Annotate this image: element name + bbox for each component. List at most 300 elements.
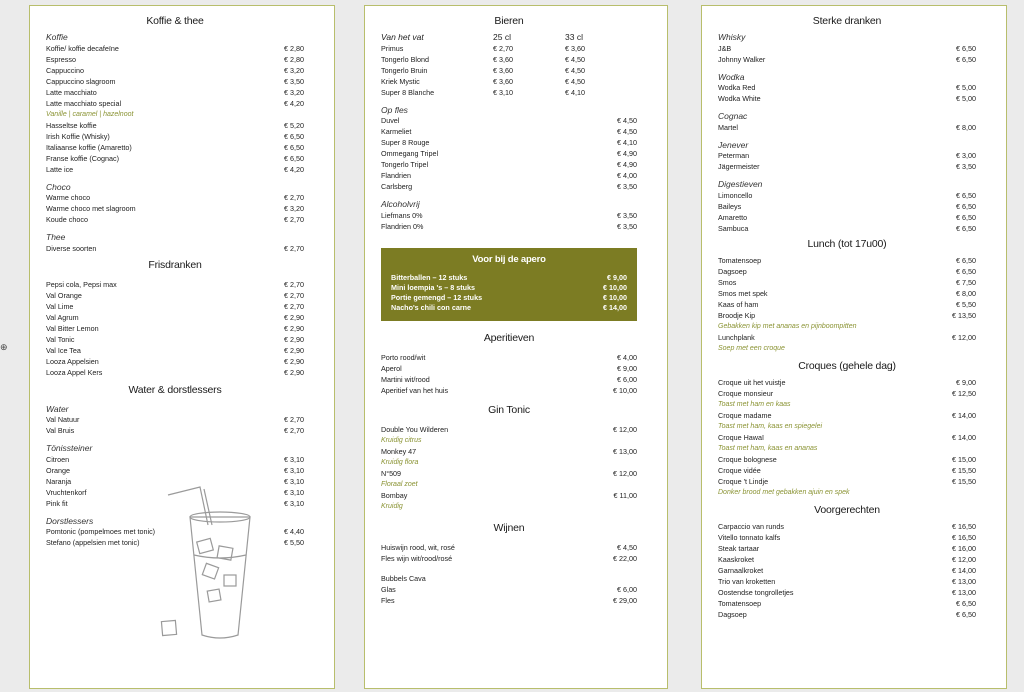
item-price: € 14,00 xyxy=(952,565,976,575)
item-name: Val Agrum xyxy=(46,312,79,322)
menu-item xyxy=(46,345,304,356)
menu-item xyxy=(718,410,976,421)
menu-item xyxy=(46,192,304,203)
item-price: € 13,00 xyxy=(952,587,976,597)
item-price: € 16,50 xyxy=(952,521,976,531)
subsection-label: Alcoholvrij xyxy=(381,199,420,209)
list-noted xyxy=(718,377,976,498)
item-price: € 29,00 xyxy=(613,595,637,605)
item-price: € 14,00 xyxy=(952,410,976,420)
item-name: Irish Koffie (Whisky) xyxy=(46,131,110,141)
item-name: J&B xyxy=(718,43,732,53)
item-price: € 4,50 xyxy=(565,76,585,86)
menu-item xyxy=(718,212,976,223)
menu-item xyxy=(381,54,637,65)
menu-panel-spirits-food xyxy=(701,5,1007,689)
item-name: Carpaccio van runds xyxy=(718,521,784,531)
item-name: Huiswijn rood, wit, rosé xyxy=(381,542,455,552)
menu-item xyxy=(381,374,637,385)
item-name: Hasseltse koffie xyxy=(46,120,97,130)
item-name: Warme choco xyxy=(46,193,91,202)
item-name: Val Bruis xyxy=(46,426,75,435)
section-title: Frisdranken xyxy=(148,258,202,271)
menu-item xyxy=(718,122,976,133)
menu-item xyxy=(381,115,637,126)
subsection-label: Cognac xyxy=(718,111,748,121)
item-price: € 2,90 xyxy=(284,345,304,355)
item-price: € 6,50 xyxy=(956,266,976,276)
item-name: Tongerlo Tripel xyxy=(381,160,429,169)
item-name: Koffie/ koffie decafeïne xyxy=(46,43,119,53)
item-name: Super 8 Blanche xyxy=(381,87,435,97)
item-name: Peterman xyxy=(718,151,750,160)
item-name: Cappuccino slagroom xyxy=(46,76,116,86)
item-name: N°509 xyxy=(381,468,402,478)
item-price: € 16,00 xyxy=(952,543,976,553)
item-name: Broodje Kip xyxy=(718,310,756,320)
section-title: Water & dorstlessers xyxy=(128,383,222,396)
item-name: Kriek Mystic xyxy=(381,76,420,86)
item-price: € 4,00 xyxy=(617,352,637,362)
item-name: Dagsoep xyxy=(718,609,747,619)
item-name: Naranja xyxy=(46,476,72,486)
menu-item xyxy=(718,576,976,587)
menu-item xyxy=(46,131,304,142)
item-price: € 9,00 xyxy=(617,363,637,373)
item-price: € 6,50 xyxy=(956,255,976,265)
item-note: Kruidig citrus xyxy=(381,436,422,444)
item-name: Oostendse tongrolletjes xyxy=(718,587,794,597)
menu-item xyxy=(381,542,637,553)
section-title: Lunch (tot 17u00) xyxy=(807,237,887,250)
menu-item xyxy=(718,150,976,161)
item-price: € 12,50 xyxy=(952,388,976,398)
item-price: € 4,00 xyxy=(617,171,637,180)
list xyxy=(46,279,304,378)
list xyxy=(46,120,304,175)
item-price: € 9,00 xyxy=(956,377,976,387)
menu-item xyxy=(46,414,304,425)
item-note: Gebakken kip met ananas en pijnboompitten xyxy=(718,322,857,330)
item-name: Pepsi cola, Pepsi max xyxy=(46,279,117,289)
menu-item xyxy=(46,43,304,54)
menu-item xyxy=(718,161,976,172)
item-name: Johnny Walker xyxy=(718,54,766,64)
item-name: Sambuca xyxy=(718,223,749,233)
list xyxy=(381,352,637,396)
item-name: Latte macchiato special xyxy=(46,98,122,108)
menu-item xyxy=(718,609,976,620)
item-price: € 4,50 xyxy=(617,116,637,125)
item-price: € 12,00 xyxy=(613,424,637,434)
item-price: € 13,00 xyxy=(613,446,637,456)
item-price: € 6,50 xyxy=(956,190,976,200)
menu-item xyxy=(381,43,637,54)
menu-item xyxy=(46,203,304,214)
menu-item xyxy=(718,598,976,609)
menu-item xyxy=(718,266,976,277)
item-price: € 2,70 xyxy=(493,43,513,53)
item-name: Franse koffie (Cognac) xyxy=(46,153,119,163)
menu-item xyxy=(46,65,304,76)
item-name: Porto rood/wit xyxy=(381,352,426,362)
menu-item xyxy=(718,388,976,399)
item-price: € 7,50 xyxy=(956,277,976,287)
subsection-label: Digestieven xyxy=(718,179,763,189)
item-price: € 5,00 xyxy=(956,94,976,103)
section-title: Voor bij de apero xyxy=(472,253,546,265)
section-title: Gin Tonic xyxy=(488,403,530,416)
menu-item xyxy=(46,367,304,378)
item-name: Val Orange xyxy=(46,290,82,300)
item-name: Monkey 47 xyxy=(381,446,417,456)
section-title: Bieren xyxy=(494,15,524,27)
menu-item xyxy=(718,432,976,443)
menu-item xyxy=(46,323,304,334)
subsection-label: Jenever xyxy=(718,139,749,150)
menu-item xyxy=(381,595,637,606)
item-price: € 3,20 xyxy=(284,87,304,97)
item-name: Aperitief van het huis xyxy=(381,385,449,395)
item-price: € 3,50 xyxy=(617,210,637,220)
item-price: € 2,70 xyxy=(284,193,304,202)
glass-illustration xyxy=(160,485,260,645)
item-name: Val Lime xyxy=(46,301,74,311)
menu-item xyxy=(46,98,304,109)
item-name: Val Bitter Lemon xyxy=(46,323,99,333)
item-name: Looza Appel Kers xyxy=(46,367,103,377)
menu-item xyxy=(718,454,976,465)
item-name: Duvel xyxy=(381,116,400,125)
item-name: Croque bolognese xyxy=(718,454,777,464)
menu-item xyxy=(381,137,637,148)
item-name: Wodka White xyxy=(718,94,761,103)
item-name: Dagsoep xyxy=(718,266,747,276)
item-price: € 4,50 xyxy=(617,542,637,552)
item-name: Fles xyxy=(381,595,395,605)
item-price: € 4,10 xyxy=(617,138,637,147)
list xyxy=(46,192,304,225)
item-price: € 2,70 xyxy=(284,243,304,253)
item-price: € 4,40 xyxy=(284,527,304,536)
item-name: Fles wijn wit/rood/rosé xyxy=(381,553,453,563)
menu-item xyxy=(718,532,976,543)
menu-item xyxy=(46,279,304,290)
item-name: Martel xyxy=(718,122,738,132)
item-price: € 2,80 xyxy=(284,54,304,64)
item-note: Toast met ham, kaas en spiegelei xyxy=(718,422,823,430)
menu-item xyxy=(46,243,304,254)
item-note: Floraal zoet xyxy=(381,480,418,488)
item-name: Portie gemengd – 12 stuks xyxy=(391,292,483,302)
item-name: Tomatensoep xyxy=(718,598,762,608)
menu-item xyxy=(718,332,976,343)
item-name: Aperol xyxy=(381,363,402,373)
list xyxy=(718,150,976,172)
item-name: Karmeliet xyxy=(381,127,412,136)
item-price: € 10,00 xyxy=(603,282,627,292)
list xyxy=(391,273,627,313)
menu-item xyxy=(718,587,976,598)
menu-item xyxy=(46,425,304,436)
menu-item xyxy=(381,352,637,363)
item-price: € 6,50 xyxy=(284,142,304,152)
item-price: € 3,10 xyxy=(284,487,304,497)
item-price: € 10,00 xyxy=(603,292,627,302)
menu-item xyxy=(381,553,637,564)
item-name: Wodka Red xyxy=(718,83,756,92)
item-name: Val Natuur xyxy=(46,415,80,424)
item-name: Orange xyxy=(46,465,70,475)
menu-item xyxy=(381,385,637,396)
item-price: € 3,60 xyxy=(493,65,513,75)
menu-item xyxy=(46,356,304,367)
menu-item xyxy=(46,301,304,312)
item-price: € 3,50 xyxy=(956,162,976,171)
item-name: Martini wit/rood xyxy=(381,374,430,384)
item-price: € 6,50 xyxy=(956,212,976,222)
menu-item xyxy=(391,303,627,313)
subsection-label: Whisky xyxy=(718,32,746,42)
item-name: Smos met spek xyxy=(718,288,768,298)
menu-item xyxy=(381,181,637,192)
item-note: Donker brood met gebakken ajuin en spek xyxy=(718,488,850,496)
item-name: Looza Appelsien xyxy=(46,356,99,366)
item-price: € 3,10 xyxy=(284,498,304,508)
list xyxy=(46,243,304,254)
item-price: € 3,10 xyxy=(284,454,304,464)
item-price: € 12,00 xyxy=(952,332,976,342)
item-price: € 3,60 xyxy=(493,76,513,86)
menu-item xyxy=(718,554,976,565)
subsection-label: Bubbels Cava xyxy=(381,573,426,583)
item-price: € 4,50 xyxy=(617,127,637,136)
item-price: € 4,50 xyxy=(565,65,585,75)
list3 xyxy=(381,43,637,98)
item-price: € 3,60 xyxy=(565,43,585,53)
menu-item xyxy=(381,65,637,76)
item-price: € 15,50 xyxy=(952,476,976,486)
item-name: Nacho's chili con carne xyxy=(391,302,471,312)
menu-item xyxy=(46,142,304,153)
item-price: € 3,10 xyxy=(284,465,304,475)
menu-item xyxy=(718,93,976,104)
item-name: Baileys xyxy=(718,201,742,211)
menu-item xyxy=(391,273,627,283)
item-name: Latte macchiato xyxy=(46,87,97,97)
item-name: Vitello tonnato kalfs xyxy=(718,532,781,542)
item-note: Kruidig flora xyxy=(381,458,419,466)
menu-item xyxy=(46,164,304,175)
item-price: € 6,00 xyxy=(617,374,637,384)
item-price: € 5,50 xyxy=(956,299,976,309)
menu-item xyxy=(381,148,637,159)
section-title: Croques (gehele dag) xyxy=(798,359,896,372)
subsection-label: Wodka xyxy=(718,71,745,82)
item-price: € 12,00 xyxy=(952,554,976,564)
item-price: € 14,00 xyxy=(952,432,976,442)
item-name: Primus xyxy=(381,43,404,53)
item-price: € 11,00 xyxy=(613,490,637,500)
item-price: € 5,00 xyxy=(956,83,976,92)
section-title: Wijnen xyxy=(493,521,525,534)
item-price: € 3,50 xyxy=(617,221,637,231)
item-name: Liefmans 0% xyxy=(381,210,423,220)
menu-item xyxy=(381,210,637,221)
item-price: € 2,90 xyxy=(284,323,304,333)
menu-item xyxy=(381,446,637,457)
menu-item xyxy=(718,223,976,234)
item-price: € 4,90 xyxy=(617,160,637,169)
item-price: € 16,50 xyxy=(952,532,976,542)
item-note: Toast met ham en kaas xyxy=(718,400,791,408)
list xyxy=(46,43,304,109)
item-price: € 4,20 xyxy=(284,98,304,108)
item-name: Italiaanse koffie (Amaretto) xyxy=(46,142,132,152)
item-price: € 22,00 xyxy=(613,553,637,563)
subsection-label: Water xyxy=(46,403,69,414)
item-price: € 2,70 xyxy=(284,279,304,289)
menu-item xyxy=(718,277,976,288)
item-price: € 3,60 xyxy=(493,54,513,64)
item-price: € 12,00 xyxy=(613,468,637,478)
item-name: Croque 't Lindje xyxy=(718,476,769,486)
item-name: Garnaalkroket xyxy=(718,565,764,575)
item-name: Limoncello xyxy=(718,190,753,200)
list xyxy=(718,122,976,133)
item-price: € 6,50 xyxy=(956,54,976,64)
item-name: Ommegang Tripel xyxy=(381,149,439,158)
item-price: € 4,90 xyxy=(617,149,637,158)
menu-item xyxy=(718,476,976,487)
item-name: Bombay xyxy=(381,490,408,500)
item-price: € 2,70 xyxy=(284,215,304,224)
item-name: Glas xyxy=(381,584,396,594)
item-price: € 3,50 xyxy=(284,76,304,86)
item-price: € 2,90 xyxy=(284,334,304,344)
crosshair-icon: ⊕ xyxy=(0,342,8,352)
item-name: Mini loempia 's – 8 stuks xyxy=(391,282,475,292)
item-name: Super 8 Rouge xyxy=(381,138,430,147)
menu-panel-beers xyxy=(364,5,668,689)
item-name: Koude choco xyxy=(46,215,88,224)
item-price: € 6,50 xyxy=(956,43,976,53)
menu-item xyxy=(718,82,976,93)
item-name: Croque madame xyxy=(718,410,772,420)
item-price: € 9,00 xyxy=(607,272,627,282)
item-note: Kruidig xyxy=(381,502,403,510)
subsection-label: Choco xyxy=(46,181,71,192)
item-price: € 3,10 xyxy=(493,87,513,97)
apero-box xyxy=(381,248,637,321)
item-price: € 15,50 xyxy=(952,465,976,475)
menu-item xyxy=(381,363,637,374)
item-name: Kaas of ham xyxy=(718,299,759,309)
menu-item xyxy=(46,334,304,345)
item-name: Lunchplank xyxy=(718,332,755,342)
menu-item xyxy=(718,201,976,212)
item-price: € 2,90 xyxy=(284,367,304,377)
menu-item xyxy=(46,214,304,225)
menu-item xyxy=(381,170,637,181)
section-title: Voorgerechten xyxy=(814,503,880,516)
menu-item xyxy=(718,565,976,576)
item-price: € 2,80 xyxy=(284,43,304,53)
item-name: Warme choco met slagroom xyxy=(46,204,136,213)
item-price: € 3,10 xyxy=(284,476,304,486)
item-name: Double You Wilderen xyxy=(381,424,449,434)
list xyxy=(718,43,976,65)
menu-item xyxy=(718,299,976,310)
item-name: Tongerlo Blond xyxy=(381,54,429,64)
menu-item xyxy=(46,290,304,301)
item-price: € 3,00 xyxy=(956,151,976,160)
item-price: € 10,00 xyxy=(613,385,637,395)
subsection-label: Thee xyxy=(46,232,66,242)
item-name: Tongerlo Bruin xyxy=(381,65,428,75)
item-price: € 8,00 xyxy=(956,122,976,132)
menu-item xyxy=(718,521,976,532)
menu-item xyxy=(718,465,976,476)
item-name: Pomtonic (pompelmoes met tonic) xyxy=(46,527,156,536)
item-price: € 3,50 xyxy=(617,182,637,191)
item-name: Citroen xyxy=(46,454,70,464)
list xyxy=(718,82,976,104)
list-noted xyxy=(718,255,976,354)
menu-item xyxy=(381,468,637,479)
list xyxy=(381,584,637,606)
item-name: Espresso xyxy=(46,54,76,64)
item-name: Val Tonic xyxy=(46,334,75,344)
item-price: € 15,00 xyxy=(952,454,976,464)
menu-item xyxy=(718,543,976,554)
item-price: € 14,00 xyxy=(603,302,627,312)
item-name: Jägermeister xyxy=(718,162,760,171)
item-name: Croque uit het vuistje xyxy=(718,377,786,387)
item-name: Stefano (appelsien met tonic) xyxy=(46,538,140,547)
item-price: € 6,00 xyxy=(617,584,637,594)
list-noted xyxy=(381,424,637,512)
item-name: Flandrien 0% xyxy=(381,221,424,231)
item-name: Kaaskroket xyxy=(718,554,754,564)
menu-item xyxy=(391,283,627,293)
item-name: Vruchtenkorf xyxy=(46,487,87,497)
menu-item xyxy=(718,377,976,388)
item-price: € 6,50 xyxy=(956,201,976,211)
menu-item xyxy=(46,76,304,87)
menu-item xyxy=(381,424,637,435)
item-note: Vanille | caramel | hazelnoot xyxy=(46,110,134,118)
item-name: Flandrien xyxy=(381,171,411,180)
item-price: € 6,50 xyxy=(956,223,976,233)
item-note: Soep met een croque xyxy=(718,344,785,352)
item-name: Steak tartaar xyxy=(718,543,760,553)
item-price: € 2,90 xyxy=(284,356,304,366)
subsection-label: Tönissteiner xyxy=(46,443,93,453)
item-price: € 8,00 xyxy=(956,288,976,298)
subsection-label: Dorstlessers xyxy=(46,515,94,526)
item-name: Bitterballen – 12 stuks xyxy=(391,272,468,282)
item-name: Diverse soorten xyxy=(46,243,97,253)
section-title: Sterke dranken xyxy=(812,15,882,27)
item-name: Latte ice xyxy=(46,164,74,174)
item-name: Trio van kroketten xyxy=(718,576,776,586)
menu-item xyxy=(46,120,304,131)
item-price: € 5,20 xyxy=(284,120,304,130)
item-price: € 5,50 xyxy=(284,538,304,547)
menu-item xyxy=(718,288,976,299)
item-name: Croque vidée xyxy=(718,465,761,475)
